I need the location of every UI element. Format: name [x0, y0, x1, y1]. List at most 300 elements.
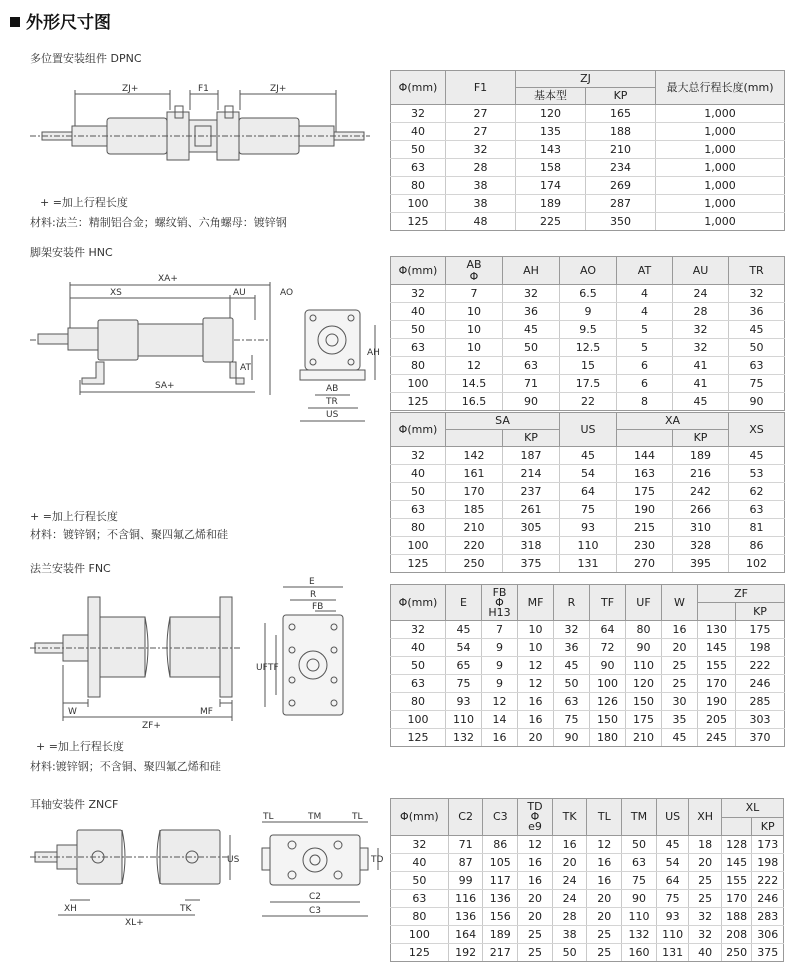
table-row [391, 105, 785, 123]
table-cell: 86 [729, 537, 785, 555]
svg-text:ZJ+: ZJ+ [122, 84, 139, 94]
table-cell: 222 [752, 872, 784, 890]
table-cell: 65 [446, 657, 482, 675]
table-cell: 32 [391, 836, 449, 854]
table-cell: 144 [617, 447, 673, 465]
svg-text:ZF+: ZF+ [142, 721, 161, 731]
hnc-subtitle: 脚架安装件 HNC [30, 246, 113, 259]
table-cell: 12 [482, 693, 518, 711]
table-row [391, 375, 785, 393]
table-cell: 100 [391, 375, 446, 393]
table-row [391, 483, 785, 501]
table-cell: 185 [446, 501, 503, 519]
table-cell: 150 [590, 711, 626, 729]
table-row [391, 195, 785, 213]
table-row [391, 339, 785, 357]
table-cell: 90 [622, 890, 657, 908]
svg-text:AH: AH [367, 348, 380, 358]
table-cell: 54 [656, 854, 689, 872]
table-cell: 189 [516, 195, 586, 213]
table-cell: 20 [587, 908, 622, 926]
table-cell: 188 [586, 123, 656, 141]
table-cell: 71 [448, 836, 483, 854]
table-cell: 1,000 [656, 123, 785, 141]
table-cell: 63 [729, 357, 785, 375]
zncf-subtitle: 耳轴安装件 ZNCF [30, 798, 119, 811]
table-cell: 12 [518, 675, 554, 693]
table-cell: 93 [656, 908, 689, 926]
table-cell: 4 [617, 285, 673, 303]
table-cell: 220 [446, 537, 503, 555]
svg-text:TF: TF [268, 663, 279, 673]
table-cell: 370 [736, 729, 785, 747]
table-cell: 10 [446, 303, 503, 321]
table-cell: 1,000 [656, 177, 785, 195]
table-cell: 285 [736, 693, 785, 711]
dpnc-subtitle: 多位置安装组件 DPNC [30, 52, 142, 65]
table-cell: 50 [622, 836, 657, 854]
table-cell: 305 [503, 519, 560, 537]
table-row [391, 285, 785, 303]
table-row [391, 926, 784, 944]
table-cell: 38 [446, 195, 516, 213]
fnc-drawing [30, 575, 370, 735]
page-title: 外形尺寸图 [10, 8, 111, 33]
table-cell: 80 [391, 177, 446, 195]
table-cell: 215 [617, 519, 673, 537]
svg-text:SA+: SA+ [155, 381, 175, 391]
table-cell: 1,000 [656, 141, 785, 159]
table-row [391, 675, 785, 693]
table-cell: 9 [482, 675, 518, 693]
table-row [391, 890, 784, 908]
hnc-drawing [30, 270, 380, 435]
table-cell: 80 [391, 908, 449, 926]
table-cell: 16 [662, 621, 698, 639]
hnc-table-1: Φ(mm) AB Φ AH AO AT AU TR 32 7 32 6.5 4 24 32 40 10 36 9 4 28 36 50 10 45 9.5 5 32 45 63 10 50 12.5 5 32 50 80 12 63 15 6 41 63 100 14.5 71 17.5 6 41 75 125 16.5 90 22 8 45 90 [390, 256, 785, 411]
table-row [391, 908, 784, 926]
table-cell: 28 [673, 303, 729, 321]
table-row [391, 657, 785, 675]
table-row [391, 537, 785, 555]
svg-text:W: W [68, 707, 77, 717]
zncf-drawing [30, 810, 384, 930]
table-cell: 20 [552, 854, 587, 872]
table-cell: 24 [552, 890, 587, 908]
table-cell: 32 [689, 926, 722, 944]
table-cell: 32 [391, 285, 446, 303]
table-cell: 188 [721, 908, 751, 926]
table-cell: 283 [752, 908, 784, 926]
table-cell: 150 [626, 693, 662, 711]
table-cell: 16 [587, 872, 622, 890]
table-cell: 20 [518, 908, 553, 926]
table-cell: 136 [448, 908, 483, 926]
hnc-table-1-body [391, 285, 785, 411]
table-cell: 40 [689, 944, 722, 962]
table-cell: 93 [560, 519, 617, 537]
table-cell: 75 [622, 872, 657, 890]
table-row [391, 303, 785, 321]
table-cell: 190 [617, 501, 673, 519]
table-row [391, 836, 784, 854]
table-cell: 36 [554, 639, 590, 657]
table-row [391, 123, 785, 141]
svg-text:XH: XH [64, 904, 77, 914]
zncf-table: Φ(mm) C2 C3 TD Φ e9 TK TL TM US XH XL KP 32 71 86 12 16 12 50 45 18 128 173 40 87 105 16 20 16 63 54 20 145 198 50 99 117 16 24 16 75 64 25 155 222 63 116 136 20 24 20 90 75 25 170 246 80 136 156 20 28 20 110 93 32 188 283 100 164 189 25 38 25 132 110 32 208 306 125 192 217 25 50 25 160 131 40 250 375 [390, 798, 784, 962]
table-cell: 40 [391, 123, 446, 141]
table-cell: 10 [446, 339, 503, 357]
table-cell: 45 [446, 621, 482, 639]
table-cell: 9 [482, 657, 518, 675]
table-cell: 45 [729, 321, 785, 339]
table-cell: 143 [516, 141, 586, 159]
hnc-material: 材料：镀锌钢；不含铜、聚四氟乙烯和硅 [30, 528, 228, 541]
table-cell: 120 [516, 105, 586, 123]
table-cell: 24 [673, 285, 729, 303]
table-cell: 90 [729, 393, 785, 411]
table-row [391, 159, 785, 177]
table-cell: 64 [560, 483, 617, 501]
svg-text:TL: TL [352, 812, 363, 822]
table-cell: 90 [626, 639, 662, 657]
table-cell: 25 [689, 890, 722, 908]
table-cell: 63 [391, 159, 446, 177]
hnc-table-2-body [391, 447, 785, 573]
table-cell: 38 [552, 926, 587, 944]
table-cell: 6.5 [560, 285, 617, 303]
table-cell: 10 [518, 639, 554, 657]
table-cell: 50 [391, 141, 446, 159]
table-cell: 12 [518, 657, 554, 675]
table-cell: 63 [622, 854, 657, 872]
table-cell: 158 [516, 159, 586, 177]
table-cell: 245 [698, 729, 736, 747]
table-cell: 16 [518, 693, 554, 711]
table-cell: 32 [503, 285, 560, 303]
table-cell: 15 [560, 357, 617, 375]
table-cell: 25 [518, 944, 553, 962]
table-cell: 214 [503, 465, 560, 483]
table-cell: 117 [483, 872, 518, 890]
table-cell: 128 [721, 836, 751, 854]
table-cell: 164 [448, 926, 483, 944]
svg-text:C2: C2 [309, 892, 322, 902]
table-cell: 242 [673, 483, 729, 501]
table-cell: 131 [656, 944, 689, 962]
table-cell: 50 [552, 944, 587, 962]
table-cell: 237 [503, 483, 560, 501]
table-cell: 54 [446, 639, 482, 657]
table-cell: 80 [391, 357, 446, 375]
table-cell: 375 [752, 944, 784, 962]
table-cell: 16 [552, 836, 587, 854]
table-cell: 12 [518, 836, 553, 854]
table-cell: 100 [391, 926, 449, 944]
table-row [391, 693, 785, 711]
table-cell: 328 [673, 537, 729, 555]
table-cell: 35 [662, 711, 698, 729]
table-cell: 189 [483, 926, 518, 944]
table-cell: 63 [503, 357, 560, 375]
table-cell: 156 [483, 908, 518, 926]
table-cell: 210 [446, 519, 503, 537]
svg-text:TM: TM [308, 812, 322, 822]
svg-text:UF: UF [256, 663, 268, 673]
table-cell: 145 [721, 854, 751, 872]
table-cell: 32 [729, 285, 785, 303]
table-cell: 100 [391, 537, 446, 555]
table-row [391, 621, 785, 639]
table-cell: 12 [587, 836, 622, 854]
svg-text:TK: TK [180, 904, 192, 914]
table-cell: 142 [446, 447, 503, 465]
table-cell: 100 [590, 675, 626, 693]
table-cell: 20 [518, 729, 554, 747]
table-cell: 105 [483, 854, 518, 872]
svg-text:AB: AB [326, 384, 339, 394]
table-cell: 9.5 [560, 321, 617, 339]
square-bullet-icon [10, 17, 20, 27]
table-cell: 12.5 [560, 339, 617, 357]
table-cell: 170 [698, 675, 736, 693]
table-cell: 250 [721, 944, 751, 962]
fnc-subtitle: 法兰安装件 FNC [30, 562, 111, 575]
table-cell: 1,000 [656, 213, 785, 231]
table-row [391, 729, 785, 747]
dpnc-table: Φ(mm) F1 ZJ 最大总行程长度(mm) 基本型 KP 32 27 120 165 1,000 40 27 135 188 1,000 50 32 143 210 1,000 63 28 158 234 1,000 80 38 174 269 1,000 100 38 189 287 1,000 125 48 225 350 1,000 [390, 70, 785, 231]
table-cell: 22 [560, 393, 617, 411]
table-cell: 269 [586, 177, 656, 195]
svg-text:XS: XS [110, 288, 122, 298]
table-row [391, 321, 785, 339]
dpnc-plus-note: + =加上行程长度 [40, 196, 128, 209]
table-cell: 10 [518, 621, 554, 639]
table-cell: 45 [554, 657, 590, 675]
table-cell: 81 [729, 519, 785, 537]
table-cell: 192 [448, 944, 483, 962]
svg-text:R: R [310, 590, 317, 600]
table-cell: 180 [590, 729, 626, 747]
table-cell: 16 [482, 729, 518, 747]
table-cell: 175 [736, 621, 785, 639]
table-cell: 75 [729, 375, 785, 393]
svg-text:XA+: XA+ [158, 274, 178, 284]
table-cell: 100 [391, 711, 446, 729]
table-cell: 210 [626, 729, 662, 747]
svg-text:C3: C3 [309, 906, 322, 916]
table-cell: 198 [752, 854, 784, 872]
table-cell: 50 [391, 657, 446, 675]
svg-text:US: US [227, 855, 240, 865]
table-cell: 310 [673, 519, 729, 537]
table-cell: 40 [391, 465, 446, 483]
table-cell: 306 [752, 926, 784, 944]
table-cell: 7 [482, 621, 518, 639]
table-cell: 375 [503, 555, 560, 573]
table-cell: 110 [626, 657, 662, 675]
table-row [391, 944, 784, 962]
svg-text:FB: FB [312, 602, 324, 612]
table-cell: 155 [721, 872, 751, 890]
table-cell: 25 [689, 872, 722, 890]
svg-text:ZJ+: ZJ+ [270, 84, 287, 94]
table-cell: 86 [483, 836, 518, 854]
table-cell: 234 [586, 159, 656, 177]
table-cell: 217 [483, 944, 518, 962]
table-row [391, 872, 784, 890]
table-cell: 28 [446, 159, 516, 177]
table-cell: 25 [662, 657, 698, 675]
table-cell: 75 [554, 711, 590, 729]
table-cell: 80 [391, 519, 446, 537]
table-cell: 71 [503, 375, 560, 393]
fnc-plus-note: + =加上行程长度 [36, 740, 124, 753]
table-cell: 125 [391, 393, 446, 411]
table-cell: 8 [617, 393, 673, 411]
table-cell: 16 [518, 711, 554, 729]
table-cell: 190 [698, 693, 736, 711]
table-cell: 45 [656, 836, 689, 854]
svg-text:MF: MF [200, 707, 213, 717]
table-cell: 32 [689, 908, 722, 926]
table-cell: 1,000 [656, 105, 785, 123]
table-cell: 62 [729, 483, 785, 501]
table-cell: 14.5 [446, 375, 503, 393]
table-cell: 50 [391, 321, 446, 339]
table-cell: 102 [729, 555, 785, 573]
table-cell: 6 [617, 375, 673, 393]
svg-text:F1: F1 [198, 84, 209, 94]
table-cell: 32 [391, 621, 446, 639]
table-cell: 90 [554, 729, 590, 747]
table-cell: 90 [590, 657, 626, 675]
fnc-table: Φ(mm) E FB Φ H13 MF R TF UF W ZF KP 32 45 7 10 32 64 80 16 130 175 40 54 9 10 36 72 90 20 145 198 50 65 9 12 45 90 110 25 155 222 63 75 9 12 50 100 120 25 170 246 80 93 12 16 63 126 150 30 190 285 100 110 14 16 75 150 175 35 205 303 125 132 16 20 90 180 210 45 245 370 [390, 584, 785, 747]
table-row [391, 501, 785, 519]
table-cell: 222 [736, 657, 785, 675]
svg-text:AO: AO [280, 288, 294, 298]
table-cell: 75 [560, 501, 617, 519]
table-row [391, 177, 785, 195]
table-cell: 38 [446, 177, 516, 195]
table-cell: 50 [391, 872, 449, 890]
table-cell: 20 [518, 890, 553, 908]
table-cell: 135 [516, 123, 586, 141]
table-cell: 87 [448, 854, 483, 872]
table-cell: 163 [617, 465, 673, 483]
table-cell: 246 [736, 675, 785, 693]
table-cell: 32 [391, 447, 446, 465]
table-cell: 45 [673, 393, 729, 411]
table-cell: 24 [552, 872, 587, 890]
table-cell: 54 [560, 465, 617, 483]
table-cell: 132 [622, 926, 657, 944]
table-cell: 350 [586, 213, 656, 231]
table-cell: 63 [391, 501, 446, 519]
table-cell: 41 [673, 357, 729, 375]
table-cell: 270 [617, 555, 673, 573]
table-cell: 25 [662, 675, 698, 693]
table-cell: 5 [617, 339, 673, 357]
table-cell: 45 [503, 321, 560, 339]
svg-text:TD: TD [371, 855, 384, 865]
table-cell: 225 [516, 213, 586, 231]
table-cell: 125 [391, 944, 449, 962]
table-cell: 25 [518, 926, 553, 944]
table-cell: 30 [662, 693, 698, 711]
table-cell: 287 [586, 195, 656, 213]
table-cell: 45 [729, 447, 785, 465]
table-cell: 50 [503, 339, 560, 357]
dpnc-table-body [391, 105, 785, 231]
table-row [391, 357, 785, 375]
svg-text:XL+: XL+ [125, 918, 144, 928]
table-cell: 50 [729, 339, 785, 357]
table-cell: 63 [391, 339, 446, 357]
table-cell: 318 [503, 537, 560, 555]
table-cell: 126 [590, 693, 626, 711]
table-cell: 205 [698, 711, 736, 729]
table-cell: 32 [446, 141, 516, 159]
table-cell: 16 [587, 854, 622, 872]
table-cell: 187 [503, 447, 560, 465]
table-row [391, 519, 785, 537]
table-cell: 175 [626, 711, 662, 729]
svg-text:US: US [326, 410, 339, 420]
hnc-plus-note: + =加上行程长度 [30, 510, 118, 523]
table-cell: 246 [752, 890, 784, 908]
table-cell: 5 [617, 321, 673, 339]
table-cell: 20 [689, 854, 722, 872]
table-cell: 170 [446, 483, 503, 501]
table-cell: 161 [446, 465, 503, 483]
table-cell: 27 [446, 105, 516, 123]
svg-text:AU: AU [233, 288, 246, 298]
dpnc-material: 材料:法兰：精制铝合金；螺纹销、六角螺母：镀锌钢 [30, 216, 287, 229]
table-cell: 6 [617, 357, 673, 375]
table-cell: 63 [391, 675, 446, 693]
table-cell: 110 [656, 926, 689, 944]
table-cell: 136 [483, 890, 518, 908]
table-cell: 80 [391, 693, 446, 711]
dpnc-drawing [30, 80, 370, 190]
table-cell: 36 [503, 303, 560, 321]
table-cell: 53 [729, 465, 785, 483]
table-cell: 198 [736, 639, 785, 657]
table-cell: 261 [503, 501, 560, 519]
table-cell: 230 [617, 537, 673, 555]
table-cell: 32 [391, 105, 446, 123]
table-cell: 1,000 [656, 159, 785, 177]
table-cell: 132 [446, 729, 482, 747]
table-cell: 63 [554, 693, 590, 711]
table-cell: 20 [662, 639, 698, 657]
svg-text:AT: AT [240, 363, 251, 373]
table-cell: 189 [673, 447, 729, 465]
table-cell: 32 [554, 621, 590, 639]
table-cell: 7 [446, 285, 503, 303]
table-cell: 63 [729, 501, 785, 519]
table-cell: 99 [448, 872, 483, 890]
table-cell: 145 [698, 639, 736, 657]
table-cell: 120 [626, 675, 662, 693]
table-row [391, 555, 785, 573]
table-cell: 72 [590, 639, 626, 657]
table-cell: 80 [626, 621, 662, 639]
table-row [391, 711, 785, 729]
svg-text:E: E [309, 577, 315, 587]
table-cell: 93 [446, 693, 482, 711]
